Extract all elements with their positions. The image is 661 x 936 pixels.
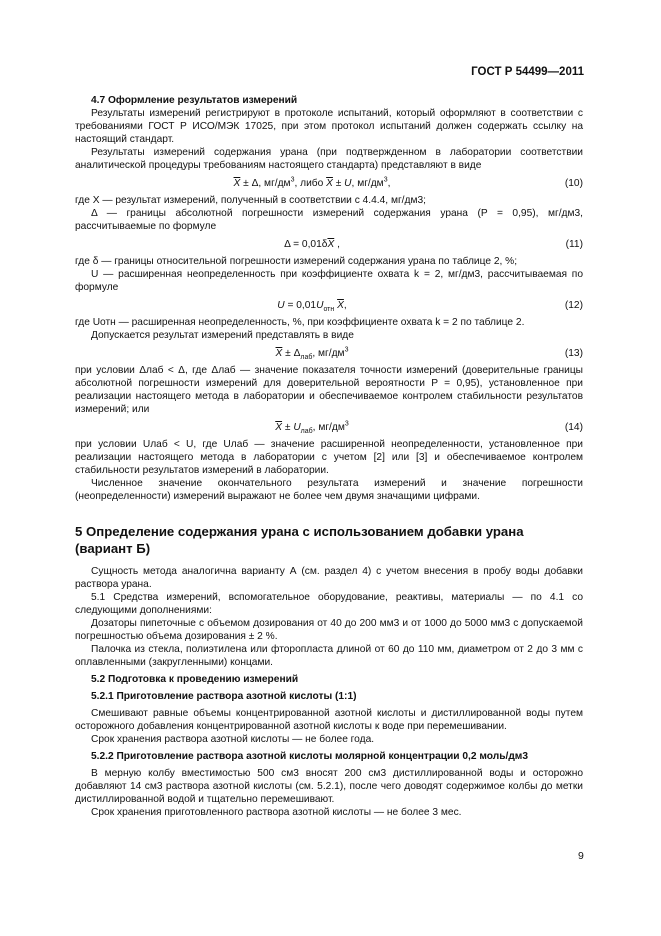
- section-4-7-heading: 4.7 Оформление результатов измерений: [91, 95, 298, 106]
- paragraph: U — расширенная неопределенность при коэффициенте охвата k = 2, мг/дм3, рассчитываемая по формуле: [75, 269, 583, 293]
- formula-12-expression: $U = 0,01U_{отн}$ $\overline{X}$,: [277, 300, 347, 314]
- section-5-2-1-heading: 5.2.1 Приготовление раствора азотной кислоты (1:1): [91, 691, 357, 702]
- formula-13-expression: $\overline{X} \pm \Delta_{лаб}$, $мг/дм^3$: [275, 346, 349, 362]
- paragraph: 5.1 Средства измерений, вспомогательное оборудование, реактивы, материалы — по 4.1 со следующими дополнениями:: [75, 592, 583, 616]
- paragraph: В мерную колбу вместимостью 500 см3 вносят 200 см3 дистиллированной воды и осторожно добавляют 14 см3 раствора азотной кислоты (см. 5.2.1), после чего доводят содержимое колбы до метки дистиллированной водой и тщательно перемешивают.: [75, 768, 583, 805]
- section-5-2-heading: 5.2 Подготовка к проведению измерений: [91, 674, 299, 685]
- formula-11: [75, 238, 583, 251]
- paragraph: Результаты измерений регистрируют в протоколе испытаний, который оформляют в соответствии с требованиями ГОСТ Р ИСО/МЭК 17025, при этом протокол испытаний должен содержать ссылку на настоящий стандарт.: [75, 108, 583, 145]
- paragraph: где δ — границы относительной погрешности измерений содержания урана по таблице 2, %;: [75, 256, 518, 267]
- formula-number: (10): [564, 178, 583, 189]
- section-5-2-2-heading: 5.2.2 Приготовление раствора азотной кислоты молярной концентрации 0,2 моль/дм3: [91, 751, 528, 762]
- paragraph: Палочка из стекла, полиэтилена или фторопласта длиной от 60 до 110 мм, диаметром от 2 до 3 мм с оплавленными (закругленными) концами.: [75, 644, 583, 668]
- paragraph: где Uотн — расширенная неопределенность, %, при коэффициенте охвата k = 2 по таблице 2.: [75, 317, 525, 328]
- formula-13: [75, 347, 583, 360]
- formula-14: [75, 421, 583, 434]
- formula-10-expression: $\overline{X} \pm \Delta$, $мг/дм^3$, либо $\overline{X} \pm U$, $мг/дм^3$,: [233, 176, 391, 189]
- formula-11-expression: $\Delta = 0,01\delta\overline{X}$ ,: [284, 239, 340, 250]
- paragraph: Смешивают равные объемы концентрированной азотной кислоты и дистиллированной воды путем осторожного добавления концентрированной азотной кислоты к воде при перемешивании.: [75, 708, 583, 732]
- page-content: [75, 94, 583, 819]
- page-number: 9: [578, 850, 584, 862]
- paragraph: Δ — границы абсолютной погрешности измерений содержания урана (P = 0,95), мг/дм3, рассчитываемые по формуле: [75, 208, 583, 232]
- formula-10: [75, 177, 583, 190]
- paragraph: Численное значение окончательного результата измерений и значение погрешности (неопределенности) измерений выражают не более чем двумя значащими цифрами.: [75, 478, 583, 502]
- paragraph: Допускается результат измерений представлять в виде: [91, 330, 354, 341]
- paragraph: Дозаторы пипеточные с объемом дозирования от 40 до 200 мм3 и от 1000 до 5000 мм3 с допускаемой погрешностью объема дозирования ± 2 %.: [75, 618, 583, 642]
- formula-number: (14): [564, 422, 583, 433]
- paragraph: при условии Uлаб < U, где Uлаб — значение расширенной неопределенности, установленное при реализации настоящего метода в лаборатории с учетом [2] или [3] и обеспечиваемое контролем стабильности результатов измерений в лаборатории.: [75, 439, 583, 476]
- document-id: ГОСТ Р 54499—2011: [471, 66, 584, 78]
- paragraph: Срок хранения раствора азотной кислоты — не более года.: [91, 734, 375, 745]
- paragraph: Срок хранения приготовленного раствора азотной кислоты — не более 3 мес.: [91, 807, 462, 818]
- paragraph: Сущность метода аналогична варианту А (см. раздел 4) с учетом внесения в пробу воды добавки раствора урана.: [75, 566, 583, 590]
- paragraph: где X — результат измерений, полученный в соответствии с 4.4.4, мг/дм3;: [75, 195, 426, 206]
- section-5-heading: 5 Определение содержания урана с использованием добавки урана (вариант Б): [75, 524, 524, 556]
- formula-14-expression: $\overline{X} \pm U_{лаб}$, $мг/дм^3$: [275, 420, 349, 436]
- paragraph: Результаты измерений содержания урана (при подтвержденном в лаборатории соответствии аналитической процедуры требованиям настоящего стандарта) представляют в виде: [75, 147, 583, 171]
- formula-number: (12): [564, 300, 583, 311]
- formula-number: (11): [565, 239, 583, 250]
- formula-number: (13): [564, 348, 583, 359]
- formula-12: [75, 299, 583, 312]
- paragraph: при условии Δлаб < Δ, где Δлаб — значение показателя точности измерений (доверительные границы абсолютной погрешности измерений для доверительной вероятности P = 0,95), установленное при реализации настоящего метода в лаборатории и обеспечиваемое контролем стабильности результатов измерений; или: [75, 365, 583, 415]
